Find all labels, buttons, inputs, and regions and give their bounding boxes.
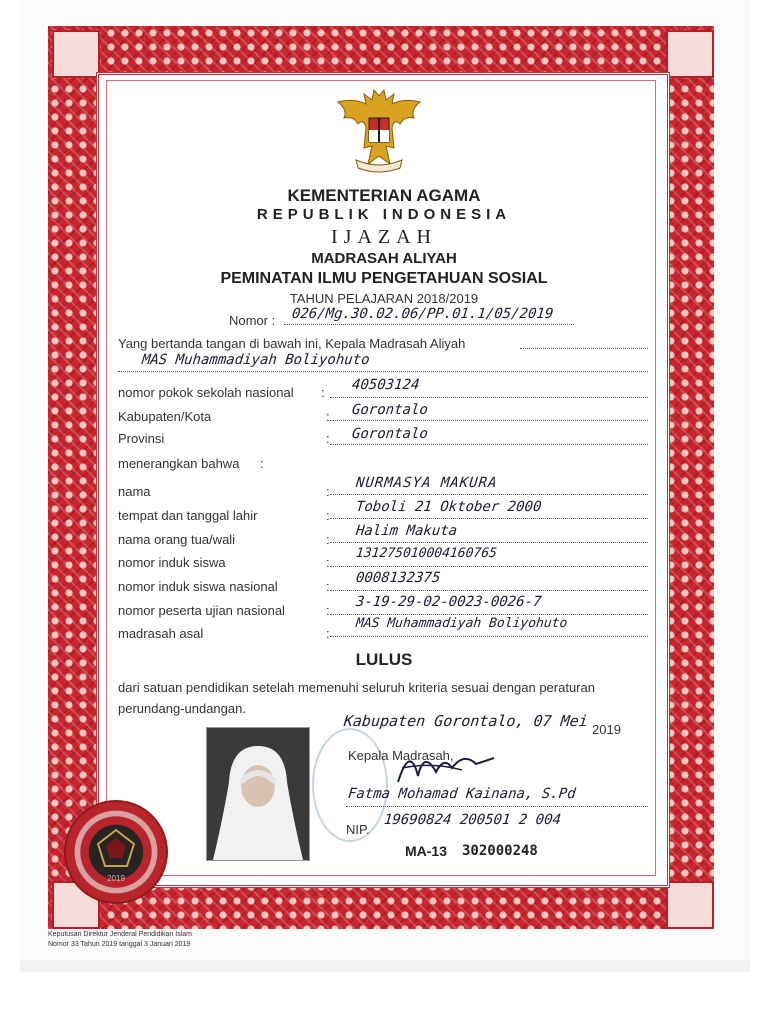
colon: : [326, 603, 330, 618]
ministry-heading: KEMENTERIAN AGAMA [287, 186, 481, 205]
signatory-dotted-line [346, 806, 648, 807]
closing-line-1: dari satuan pendidikan setelah memenuhi seluruh kriteria sesuai dengan peraturan [118, 680, 595, 695]
field-value-nama: NURMASYA MAKURA [355, 475, 499, 491]
field-label-madrasah-asal: madrasah asal [118, 626, 204, 641]
field-dotted-line [330, 636, 648, 637]
field-dotted-line [330, 566, 648, 567]
student-portrait-icon [207, 728, 309, 860]
colon: : [326, 409, 330, 424]
pentagon-star-icon [66, 802, 166, 902]
nip-value: 19690824 200501 2 004 [383, 812, 562, 828]
signature-year: 2019 [592, 722, 621, 737]
field-label-ttl: tempat dan tanggal lahir [118, 508, 258, 523]
field-value-peserta-un: 3-19-29-02-0023-0026-7 [355, 594, 543, 610]
colon: : [326, 484, 330, 499]
intro-dotted-line [520, 348, 648, 349]
nomor-value: 026/Mg.30.02.06/PP.01.1/05/2019 [291, 306, 555, 322]
field-label-nisn: nomor induk siswa nasional [118, 579, 278, 594]
colon: : [326, 532, 330, 547]
colon: : [326, 555, 330, 570]
serial-prefix: MA-13 [405, 843, 448, 859]
field-dotted-line [330, 542, 648, 543]
field-dotted-line [330, 518, 648, 519]
field-dotted-line [330, 494, 648, 495]
program-heading: PEMINATAN ILMU PENGETAHUAN SOSIAL [220, 270, 548, 287]
signatory-name: Fatma Mohamad Kainana, S.Pd [347, 786, 577, 802]
field-label-provinsi: Provinsi [118, 431, 165, 446]
field-dotted-line [330, 614, 648, 615]
field-value-provinsi: Gorontalo [351, 426, 429, 442]
colon: : [326, 508, 330, 523]
colon: : [321, 385, 325, 400]
field-label-npsn: nomor pokok sekolah nasional [118, 385, 294, 400]
field-value-npsn: 40503124 [351, 377, 421, 393]
school-name: MAS Muhammadiyah Boliyohuto [141, 352, 371, 368]
field-value-nisn: 0008132375 [355, 570, 442, 586]
field-label-nis: nomor induk siswa [118, 555, 226, 570]
field-value-madrasah-asal: MAS Muhammadiyah Boliyohuto [355, 616, 569, 631]
school-name-dotted-line [118, 371, 648, 372]
footer-decree-line-2: Nomor 33 Tahun 2019 tanggal 3 Januari 2019 [48, 941, 191, 948]
signature-place-date: Kabupaten Gorontalo, 07 Mei [343, 712, 589, 730]
republic-heading: REPUBLIK INDONESIA [256, 206, 512, 223]
colon: : [260, 456, 264, 471]
academic-year: TAHUN PELAJARAN 2018/2019 [289, 291, 479, 306]
nomor-label: Nomor : [229, 313, 276, 328]
field-value-ttl: Toboli 21 Oktober 2000 [355, 499, 543, 515]
result-text: LULUS [355, 650, 413, 669]
field-value-nis: 131275010004160765 [355, 546, 498, 561]
field-value-kabupaten: Gorontalo [351, 402, 429, 418]
colon: : [326, 579, 330, 594]
field-label-orang-tua: nama orang tua/wali [118, 532, 236, 547]
handwritten-signature [392, 738, 502, 790]
signature-role: Kepala Madrasah, [348, 748, 454, 763]
garuda-emblem-icon [334, 88, 424, 174]
field-dotted-line [330, 397, 648, 398]
declares-text: menerangkan bahwa [118, 456, 240, 471]
colon: : [326, 626, 330, 641]
field-label-peserta-un: nomor peserta ujian nasional [118, 603, 285, 618]
field-dotted-line [330, 420, 648, 421]
document-title: IJAZAH [331, 226, 437, 248]
field-dotted-line [330, 444, 648, 445]
border-corner-bottom-right [666, 881, 714, 929]
closing-line-2: perundang-undangan. [118, 701, 246, 716]
border-corner-top-left [52, 30, 100, 78]
nip-label: NIP. [346, 822, 370, 837]
footer-decree-line-1: Keputusan Direktur Jenderal Pendidikan Islam [48, 931, 192, 938]
field-dotted-line [330, 590, 648, 591]
serial-number: 302000248 [462, 843, 538, 859]
hologram-seal [64, 800, 168, 904]
field-label-nama: nama [118, 484, 151, 499]
intro-text: Yang bertanda tangan di bawah ini, Kepala Madrasah Aliyah [118, 336, 466, 351]
level-heading: MADRASAH ALIYAH [311, 250, 457, 267]
student-photo [206, 727, 310, 861]
border-corner-top-right [666, 30, 714, 78]
field-value-orang-tua: Halim Makuta [355, 523, 458, 539]
colon: : [326, 431, 330, 446]
field-label-kabupaten: Kabupaten/Kota [118, 409, 212, 424]
nomor-dotted-line [284, 324, 574, 325]
seal-year: 2019 [107, 874, 125, 883]
